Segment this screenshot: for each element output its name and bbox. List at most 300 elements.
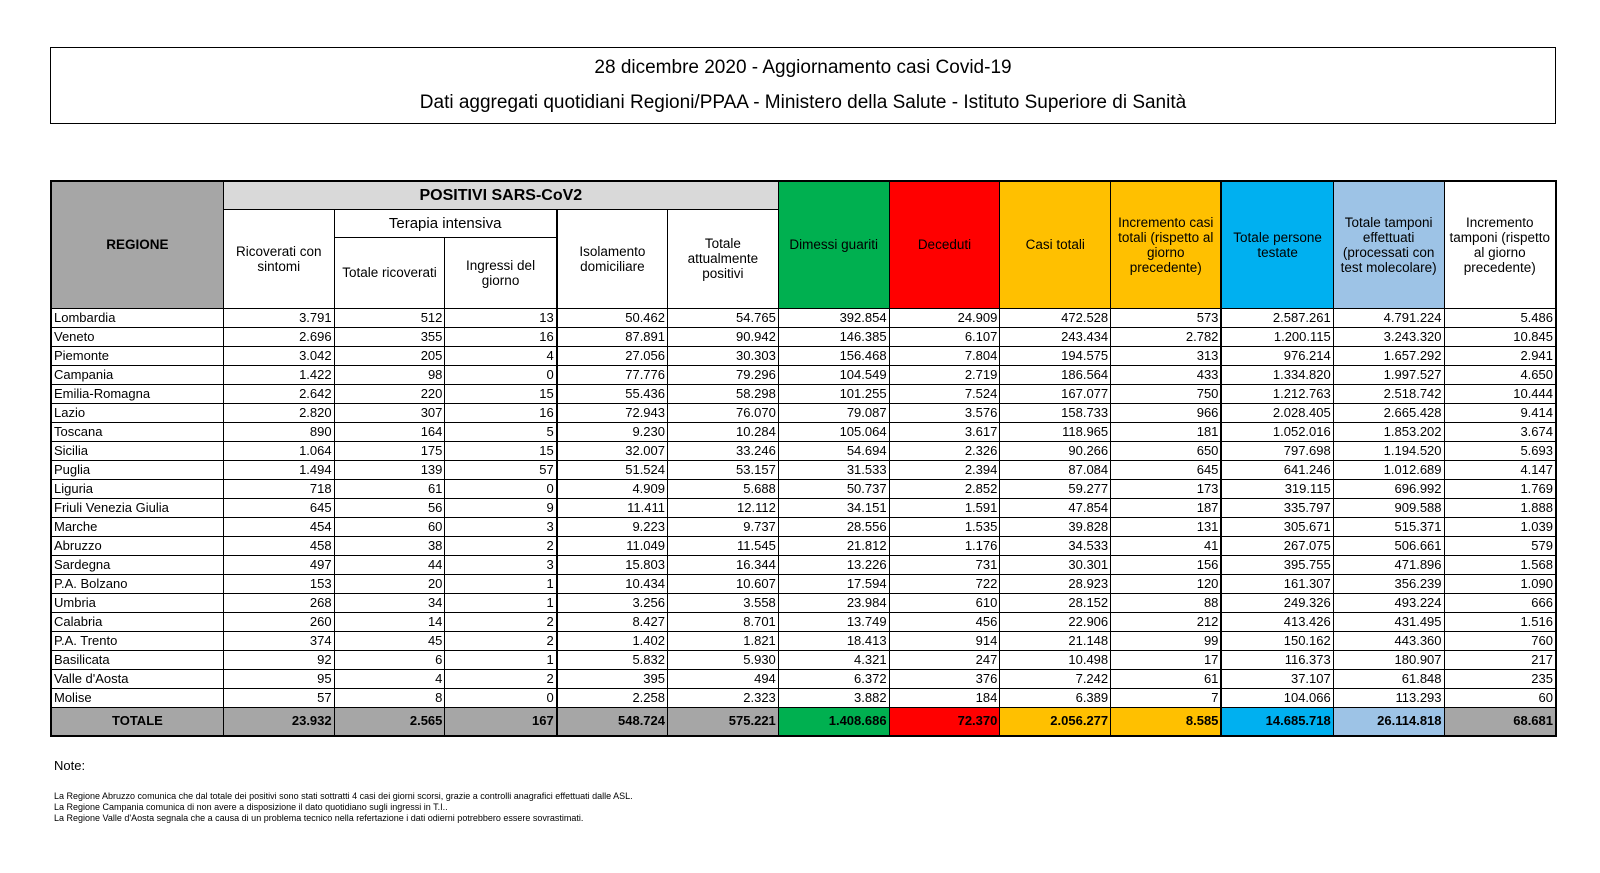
- table-row: [51, 422, 1556, 441]
- cell-regione: Sicilia: [51, 441, 223, 460]
- cell-dimessi: 3.882: [778, 688, 889, 707]
- table-row: [51, 365, 1556, 384]
- cell-deceduti: 376: [889, 669, 1000, 688]
- cell-isolamento: 2.258: [557, 688, 668, 707]
- cell-incremento-casi: 181: [1111, 422, 1222, 441]
- cell-incremento-casi: 573: [1111, 308, 1222, 327]
- cell-isolamento: 50.462: [557, 308, 668, 327]
- header-dimessi: Dimessi guariti: [778, 181, 889, 308]
- cell-deceduti: 2.326: [889, 441, 1000, 460]
- table-row: [51, 441, 1556, 460]
- cell-totale-ricoverati: 512: [334, 308, 445, 327]
- header-persone-testate: Totale persone testate: [1221, 181, 1333, 308]
- cell-regione: Basilicata: [51, 650, 223, 669]
- cell-ricoverati: 57: [223, 688, 334, 707]
- cell-regione: Abruzzo: [51, 536, 223, 555]
- cell-tamponi: 4.791.224: [1333, 308, 1444, 327]
- cell-deceduti: 2.719: [889, 365, 1000, 384]
- table-row: [51, 555, 1556, 574]
- cell-deceduti: 7.524: [889, 384, 1000, 403]
- cell-incremento-tamponi: 5.693: [1444, 441, 1556, 460]
- cell-persone-testate: 116.373: [1221, 650, 1333, 669]
- cell-ricoverati: 1.422: [223, 365, 334, 384]
- table-row: [51, 327, 1556, 346]
- cell-ricoverati: 890: [223, 422, 334, 441]
- cell-tamponi: 1.012.689: [1333, 460, 1444, 479]
- cell-ricoverati: 3.791: [223, 308, 334, 327]
- cell-regione: Sardegna: [51, 555, 223, 574]
- cell-regione: P.A. Trento: [51, 631, 223, 650]
- cell-deceduti: 3.576: [889, 403, 1000, 422]
- cell-incremento-casi: 645: [1111, 460, 1222, 479]
- cell-totale-ricoverati: 56: [334, 498, 445, 517]
- cell-ricoverati: 458: [223, 536, 334, 555]
- cell-tamponi: 493.224: [1333, 593, 1444, 612]
- cell-casi-totali: 30.301: [1000, 555, 1111, 574]
- cell-ricoverati: 2.820: [223, 403, 334, 422]
- cell-totale-ricoverati: 61: [334, 479, 445, 498]
- cell-casi-totali: 472.528: [1000, 308, 1111, 327]
- report-title: 28 dicembre 2020 - Aggiornamento casi Covid-19: [594, 57, 1012, 78]
- cell-totale-positivi: 58.298: [668, 384, 779, 403]
- cell-regione: Puglia: [51, 460, 223, 479]
- cell-isolamento: 15.803: [557, 555, 668, 574]
- cell-deceduti: 6.107: [889, 327, 1000, 346]
- cell-dimessi: 31.533: [778, 460, 889, 479]
- cell-ricoverati: 260: [223, 612, 334, 631]
- cell-tamponi: 515.371: [1333, 517, 1444, 536]
- cell-isolamento: 27.056: [557, 346, 668, 365]
- cell-ingressi: 57: [445, 460, 557, 479]
- cell-dimessi: 101.255: [778, 384, 889, 403]
- total-ingressi: 167: [445, 707, 557, 736]
- cell-totale-ricoverati: 8: [334, 688, 445, 707]
- cell-isolamento: 1.402: [557, 631, 668, 650]
- cell-incremento-tamponi: 1.039: [1444, 517, 1556, 536]
- cell-casi-totali: 28.152: [1000, 593, 1111, 612]
- cell-persone-testate: 37.107: [1221, 669, 1333, 688]
- header-incremento-tamponi: Incremento tamponi (rispetto al giorno precedente): [1444, 181, 1556, 308]
- table-row: [51, 460, 1556, 479]
- cell-isolamento: 5.832: [557, 650, 668, 669]
- cell-totale-ricoverati: 307: [334, 403, 445, 422]
- cell-isolamento: 11.411: [557, 498, 668, 517]
- cell-incremento-tamponi: 5.486: [1444, 308, 1556, 327]
- header-terapia-intensiva: Terapia intensiva: [334, 209, 557, 237]
- cell-ricoverati: 95: [223, 669, 334, 688]
- table-row: [51, 346, 1556, 365]
- cell-casi-totali: 167.077: [1000, 384, 1111, 403]
- cell-tamponi: 356.239: [1333, 574, 1444, 593]
- cell-ricoverati: 497: [223, 555, 334, 574]
- header-positivi: POSITIVI SARS-CoV2: [223, 181, 778, 209]
- cell-isolamento: 72.943: [557, 403, 668, 422]
- cell-ingressi: 13: [445, 308, 557, 327]
- cell-incremento-tamponi: 3.674: [1444, 422, 1556, 441]
- cell-dimessi: 6.372: [778, 669, 889, 688]
- cell-incremento-tamponi: 666: [1444, 593, 1556, 612]
- cell-incremento-tamponi: 4.147: [1444, 460, 1556, 479]
- cell-incremento-casi: 99: [1111, 631, 1222, 650]
- cell-ingressi: 0: [445, 688, 557, 707]
- cell-totale-positivi: 10.284: [668, 422, 779, 441]
- cell-isolamento: 87.891: [557, 327, 668, 346]
- cell-ingressi: 16: [445, 403, 557, 422]
- cell-persone-testate: 976.214: [1221, 346, 1333, 365]
- cell-totale-ricoverati: 220: [334, 384, 445, 403]
- cell-isolamento: 51.524: [557, 460, 668, 479]
- cell-casi-totali: 87.084: [1000, 460, 1111, 479]
- cell-regione: Campania: [51, 365, 223, 384]
- cell-persone-testate: 1.200.115: [1221, 327, 1333, 346]
- cell-ricoverati: 1.064: [223, 441, 334, 460]
- table-row: [51, 631, 1556, 650]
- cell-deceduti: 184: [889, 688, 1000, 707]
- cell-incremento-tamponi: 4.650: [1444, 365, 1556, 384]
- header-ingressi: Ingressi del giorno: [445, 237, 557, 308]
- table-row: [51, 593, 1556, 612]
- cell-totale-ricoverati: 355: [334, 327, 445, 346]
- cell-incremento-casi: 212: [1111, 612, 1222, 631]
- cell-ricoverati: 645: [223, 498, 334, 517]
- cell-ricoverati: 2.642: [223, 384, 334, 403]
- cell-persone-testate: 2.587.261: [1221, 308, 1333, 327]
- cell-ingressi: 1: [445, 574, 557, 593]
- table-row: [51, 688, 1556, 707]
- cell-incremento-tamponi: 2.941: [1444, 346, 1556, 365]
- cell-ricoverati: 454: [223, 517, 334, 536]
- cell-isolamento: 9.223: [557, 517, 668, 536]
- cell-ingressi: 5: [445, 422, 557, 441]
- cell-casi-totali: 28.923: [1000, 574, 1111, 593]
- cell-ingressi: 15: [445, 384, 557, 403]
- cell-regione: Marche: [51, 517, 223, 536]
- cell-totale-positivi: 33.246: [668, 441, 779, 460]
- cell-persone-testate: 413.426: [1221, 612, 1333, 631]
- cell-dimessi: 17.594: [778, 574, 889, 593]
- total-totale-positivi: 575.221: [668, 707, 779, 736]
- cell-deceduti: 456: [889, 612, 1000, 631]
- table-row: [51, 479, 1556, 498]
- total-persone-testate: 14.685.718: [1221, 707, 1333, 736]
- table-row: [51, 403, 1556, 422]
- cell-incremento-casi: 187: [1111, 498, 1222, 517]
- cell-incremento-tamponi: 217: [1444, 650, 1556, 669]
- cell-ricoverati: 153: [223, 574, 334, 593]
- header-ricoverati: Ricoverati con sintomi: [223, 209, 334, 308]
- cell-deceduti: 3.617: [889, 422, 1000, 441]
- cell-persone-testate: 305.671: [1221, 517, 1333, 536]
- cell-casi-totali: 22.906: [1000, 612, 1111, 631]
- cell-totale-ricoverati: 98: [334, 365, 445, 384]
- cell-totale-positivi: 90.942: [668, 327, 779, 346]
- cell-dimessi: 50.737: [778, 479, 889, 498]
- cell-incremento-casi: 966: [1111, 403, 1222, 422]
- cell-totale-positivi: 2.323: [668, 688, 779, 707]
- header-totale-ricoverati: Totale ricoverati: [334, 237, 445, 308]
- cell-regione: Toscana: [51, 422, 223, 441]
- table-row: [51, 574, 1556, 593]
- cell-totale-positivi: 12.112: [668, 498, 779, 517]
- cell-totale-ricoverati: 34: [334, 593, 445, 612]
- cell-tamponi: 696.992: [1333, 479, 1444, 498]
- cell-persone-testate: 249.326: [1221, 593, 1333, 612]
- cell-totale-positivi: 76.070: [668, 403, 779, 422]
- cell-incremento-casi: 156: [1111, 555, 1222, 574]
- cell-deceduti: 731: [889, 555, 1000, 574]
- cell-persone-testate: 1.212.763: [1221, 384, 1333, 403]
- cell-persone-testate: 335.797: [1221, 498, 1333, 517]
- cell-casi-totali: 243.434: [1000, 327, 1111, 346]
- cell-persone-testate: 1.052.016: [1221, 422, 1333, 441]
- cell-isolamento: 11.049: [557, 536, 668, 555]
- cell-totale-positivi: 54.765: [668, 308, 779, 327]
- header-isolamento: Isolamento domiciliare: [557, 209, 668, 308]
- report-subtitle: Dati aggregati quotidiani Regioni/PPAA - Ministero della Salute - Istituto Superiore di Sanità: [419, 92, 1187, 113]
- cell-incremento-tamponi: 60: [1444, 688, 1556, 707]
- cell-dimessi: 18.413: [778, 631, 889, 650]
- cell-regione: Liguria: [51, 479, 223, 498]
- cell-totale-ricoverati: 60: [334, 517, 445, 536]
- cell-persone-testate: 150.162: [1221, 631, 1333, 650]
- cell-totale-positivi: 8.701: [668, 612, 779, 631]
- table-row: [51, 669, 1556, 688]
- cell-incremento-casi: 131: [1111, 517, 1222, 536]
- cell-ingressi: 0: [445, 479, 557, 498]
- notes-label: Note:: [54, 758, 86, 773]
- cell-deceduti: 1.591: [889, 498, 1000, 517]
- cell-totale-ricoverati: 45: [334, 631, 445, 650]
- cell-tamponi: 113.293: [1333, 688, 1444, 707]
- cell-totale-positivi: 5.930: [668, 650, 779, 669]
- cell-tamponi: 2.518.742: [1333, 384, 1444, 403]
- cell-casi-totali: 59.277: [1000, 479, 1111, 498]
- cell-tamponi: 506.661: [1333, 536, 1444, 555]
- header-totale-positivi: Totale attualmente positivi: [668, 209, 779, 308]
- cell-ricoverati: 1.494: [223, 460, 334, 479]
- cell-tamponi: 1.997.527: [1333, 365, 1444, 384]
- header-tamponi: Totale tamponi effettuati (processati con test molecolare): [1333, 181, 1444, 308]
- cell-incremento-casi: 313: [1111, 346, 1222, 365]
- cell-isolamento: 4.909: [557, 479, 668, 498]
- cell-persone-testate: 2.028.405: [1221, 403, 1333, 422]
- cell-totale-positivi: 1.821: [668, 631, 779, 650]
- cell-ricoverati: 268: [223, 593, 334, 612]
- total-isolamento: 548.724: [557, 707, 668, 736]
- cell-totale-positivi: 11.545: [668, 536, 779, 555]
- note-line: La Regione Valle d'Aosta segnala che a causa di un problema tecnico nella refertazione i dati odierni potrebbero essere sovrastimati.: [54, 813, 584, 823]
- cell-deceduti: 914: [889, 631, 1000, 650]
- cell-casi-totali: 7.242: [1000, 669, 1111, 688]
- cell-totale-positivi: 30.303: [668, 346, 779, 365]
- cell-casi-totali: 6.389: [1000, 688, 1111, 707]
- cell-incremento-casi: 7: [1111, 688, 1222, 707]
- cell-deceduti: 2.852: [889, 479, 1000, 498]
- cell-incremento-tamponi: 1.090: [1444, 574, 1556, 593]
- cell-totale-positivi: 53.157: [668, 460, 779, 479]
- cell-regione: Friuli Venezia Giulia: [51, 498, 223, 517]
- cell-incremento-casi: 41: [1111, 536, 1222, 555]
- cell-isolamento: 55.436: [557, 384, 668, 403]
- table-row: [51, 650, 1556, 669]
- total-casi-totali: 2.056.277: [1000, 707, 1111, 736]
- cell-tamponi: 2.665.428: [1333, 403, 1444, 422]
- cell-persone-testate: 267.075: [1221, 536, 1333, 555]
- cell-incremento-tamponi: 9.414: [1444, 403, 1556, 422]
- cell-ingressi: 1: [445, 593, 557, 612]
- cell-totale-ricoverati: 175: [334, 441, 445, 460]
- cell-ingressi: 2: [445, 612, 557, 631]
- cell-tamponi: 471.896: [1333, 555, 1444, 574]
- cell-tamponi: 1.194.520: [1333, 441, 1444, 460]
- table-body: [51, 308, 1556, 707]
- cell-tamponi: 443.360: [1333, 631, 1444, 650]
- cell-regione: Veneto: [51, 327, 223, 346]
- cell-incremento-casi: 88: [1111, 593, 1222, 612]
- cell-casi-totali: 10.498: [1000, 650, 1111, 669]
- cell-ingressi: 1: [445, 650, 557, 669]
- cell-tamponi: 180.907: [1333, 650, 1444, 669]
- cell-casi-totali: 39.828: [1000, 517, 1111, 536]
- note-line: La Regione Abruzzo comunica che dal totale dei positivi sono stati sottratti 4 casi dei giorni scorsi, grazie a controlli anagrafici effettuati dalle ASL.: [54, 791, 633, 801]
- cell-tamponi: 1.657.292: [1333, 346, 1444, 365]
- cell-incremento-tamponi: 1.516: [1444, 612, 1556, 631]
- header-incremento-casi: Incremento casi totali (rispetto al giorno precedente): [1111, 181, 1222, 308]
- cell-regione: Lazio: [51, 403, 223, 422]
- cell-persone-testate: 319.115: [1221, 479, 1333, 498]
- covid-data-table: [50, 180, 1557, 737]
- cell-dimessi: 21.812: [778, 536, 889, 555]
- cell-deceduti: 7.804: [889, 346, 1000, 365]
- cell-dimessi: 28.556: [778, 517, 889, 536]
- cell-isolamento: 395: [557, 669, 668, 688]
- cell-deceduti: 722: [889, 574, 1000, 593]
- cell-ingressi: 3: [445, 555, 557, 574]
- cell-incremento-casi: 120: [1111, 574, 1222, 593]
- cell-tamponi: 1.853.202: [1333, 422, 1444, 441]
- cell-tamponi: 3.243.320: [1333, 327, 1444, 346]
- cell-dimessi: 13.226: [778, 555, 889, 574]
- note-line: La Regione Campania comunica di non avere a disposizione il dato quotidiano sugli ingressi in T.I..: [54, 802, 448, 812]
- cell-ingressi: 2: [445, 536, 557, 555]
- cell-isolamento: 77.776: [557, 365, 668, 384]
- total-regione: TOTALE: [51, 707, 223, 736]
- cell-ingressi: 2: [445, 669, 557, 688]
- cell-isolamento: 9.230: [557, 422, 668, 441]
- table-row: [51, 384, 1556, 403]
- cell-casi-totali: 47.854: [1000, 498, 1111, 517]
- cell-casi-totali: 118.965: [1000, 422, 1111, 441]
- table-row: [51, 308, 1556, 327]
- cell-ricoverati: 2.696: [223, 327, 334, 346]
- total-row: [51, 707, 1556, 736]
- cell-dimessi: 34.151: [778, 498, 889, 517]
- cell-incremento-casi: 750: [1111, 384, 1222, 403]
- cell-totale-ricoverati: 4: [334, 669, 445, 688]
- cell-totale-ricoverati: 164: [334, 422, 445, 441]
- cell-dimessi: 79.087: [778, 403, 889, 422]
- cell-totale-positivi: 494: [668, 669, 779, 688]
- cell-regione: P.A. Bolzano: [51, 574, 223, 593]
- cell-totale-positivi: 10.607: [668, 574, 779, 593]
- cell-totale-ricoverati: 139: [334, 460, 445, 479]
- cell-persone-testate: 641.246: [1221, 460, 1333, 479]
- cell-regione: Calabria: [51, 612, 223, 631]
- cell-deceduti: 1.176: [889, 536, 1000, 555]
- total-dimessi: 1.408.686: [778, 707, 889, 736]
- cell-persone-testate: 1.334.820: [1221, 365, 1333, 384]
- cell-incremento-tamponi: 235: [1444, 669, 1556, 688]
- cell-casi-totali: 90.266: [1000, 441, 1111, 460]
- cell-incremento-casi: 61: [1111, 669, 1222, 688]
- cell-regione: Umbria: [51, 593, 223, 612]
- report-title-box: [50, 47, 1556, 124]
- cell-persone-testate: 797.698: [1221, 441, 1333, 460]
- cell-totale-positivi: 5.688: [668, 479, 779, 498]
- cell-deceduti: 24.909: [889, 308, 1000, 327]
- cell-deceduti: 247: [889, 650, 1000, 669]
- cell-casi-totali: 34.533: [1000, 536, 1111, 555]
- cell-totale-ricoverati: 205: [334, 346, 445, 365]
- table-row: [51, 498, 1556, 517]
- cell-regione: Valle d'Aosta: [51, 669, 223, 688]
- cell-deceduti: 2.394: [889, 460, 1000, 479]
- cell-tamponi: 431.495: [1333, 612, 1444, 631]
- cell-ricoverati: 92: [223, 650, 334, 669]
- cell-casi-totali: 158.733: [1000, 403, 1111, 422]
- cell-incremento-casi: 17: [1111, 650, 1222, 669]
- total-deceduti: 72.370: [889, 707, 1000, 736]
- cell-incremento-casi: 433: [1111, 365, 1222, 384]
- cell-dimessi: 392.854: [778, 308, 889, 327]
- cell-dimessi: 146.385: [778, 327, 889, 346]
- cell-ingressi: 16: [445, 327, 557, 346]
- cell-incremento-tamponi: 1.568: [1444, 555, 1556, 574]
- cell-ingressi: 2: [445, 631, 557, 650]
- cell-totale-positivi: 79.296: [668, 365, 779, 384]
- cell-persone-testate: 104.066: [1221, 688, 1333, 707]
- header-casi-totali: Casi totali: [1000, 181, 1111, 308]
- cell-regione: Piemonte: [51, 346, 223, 365]
- cell-ingressi: 0: [445, 365, 557, 384]
- cell-deceduti: 610: [889, 593, 1000, 612]
- cell-ricoverati: 374: [223, 631, 334, 650]
- cell-ingressi: 3: [445, 517, 557, 536]
- cell-ricoverati: 3.042: [223, 346, 334, 365]
- cell-incremento-casi: 2.782: [1111, 327, 1222, 346]
- cell-dimessi: 13.749: [778, 612, 889, 631]
- cell-isolamento: 8.427: [557, 612, 668, 631]
- cell-incremento-tamponi: 579: [1444, 536, 1556, 555]
- cell-casi-totali: 194.575: [1000, 346, 1111, 365]
- cell-totale-positivi: 3.558: [668, 593, 779, 612]
- cell-totale-ricoverati: 20: [334, 574, 445, 593]
- cell-totale-positivi: 9.737: [668, 517, 779, 536]
- cell-totale-ricoverati: 44: [334, 555, 445, 574]
- cell-isolamento: 3.256: [557, 593, 668, 612]
- cell-ingressi: 9: [445, 498, 557, 517]
- cell-casi-totali: 21.148: [1000, 631, 1111, 650]
- cell-isolamento: 32.007: [557, 441, 668, 460]
- table-row: [51, 536, 1556, 555]
- cell-deceduti: 1.535: [889, 517, 1000, 536]
- cell-totale-positivi: 16.344: [668, 555, 779, 574]
- header-deceduti: Deceduti: [889, 181, 1000, 308]
- cell-dimessi: 23.984: [778, 593, 889, 612]
- cell-incremento-tamponi: 10.444: [1444, 384, 1556, 403]
- cell-persone-testate: 161.307: [1221, 574, 1333, 593]
- cell-dimessi: 105.064: [778, 422, 889, 441]
